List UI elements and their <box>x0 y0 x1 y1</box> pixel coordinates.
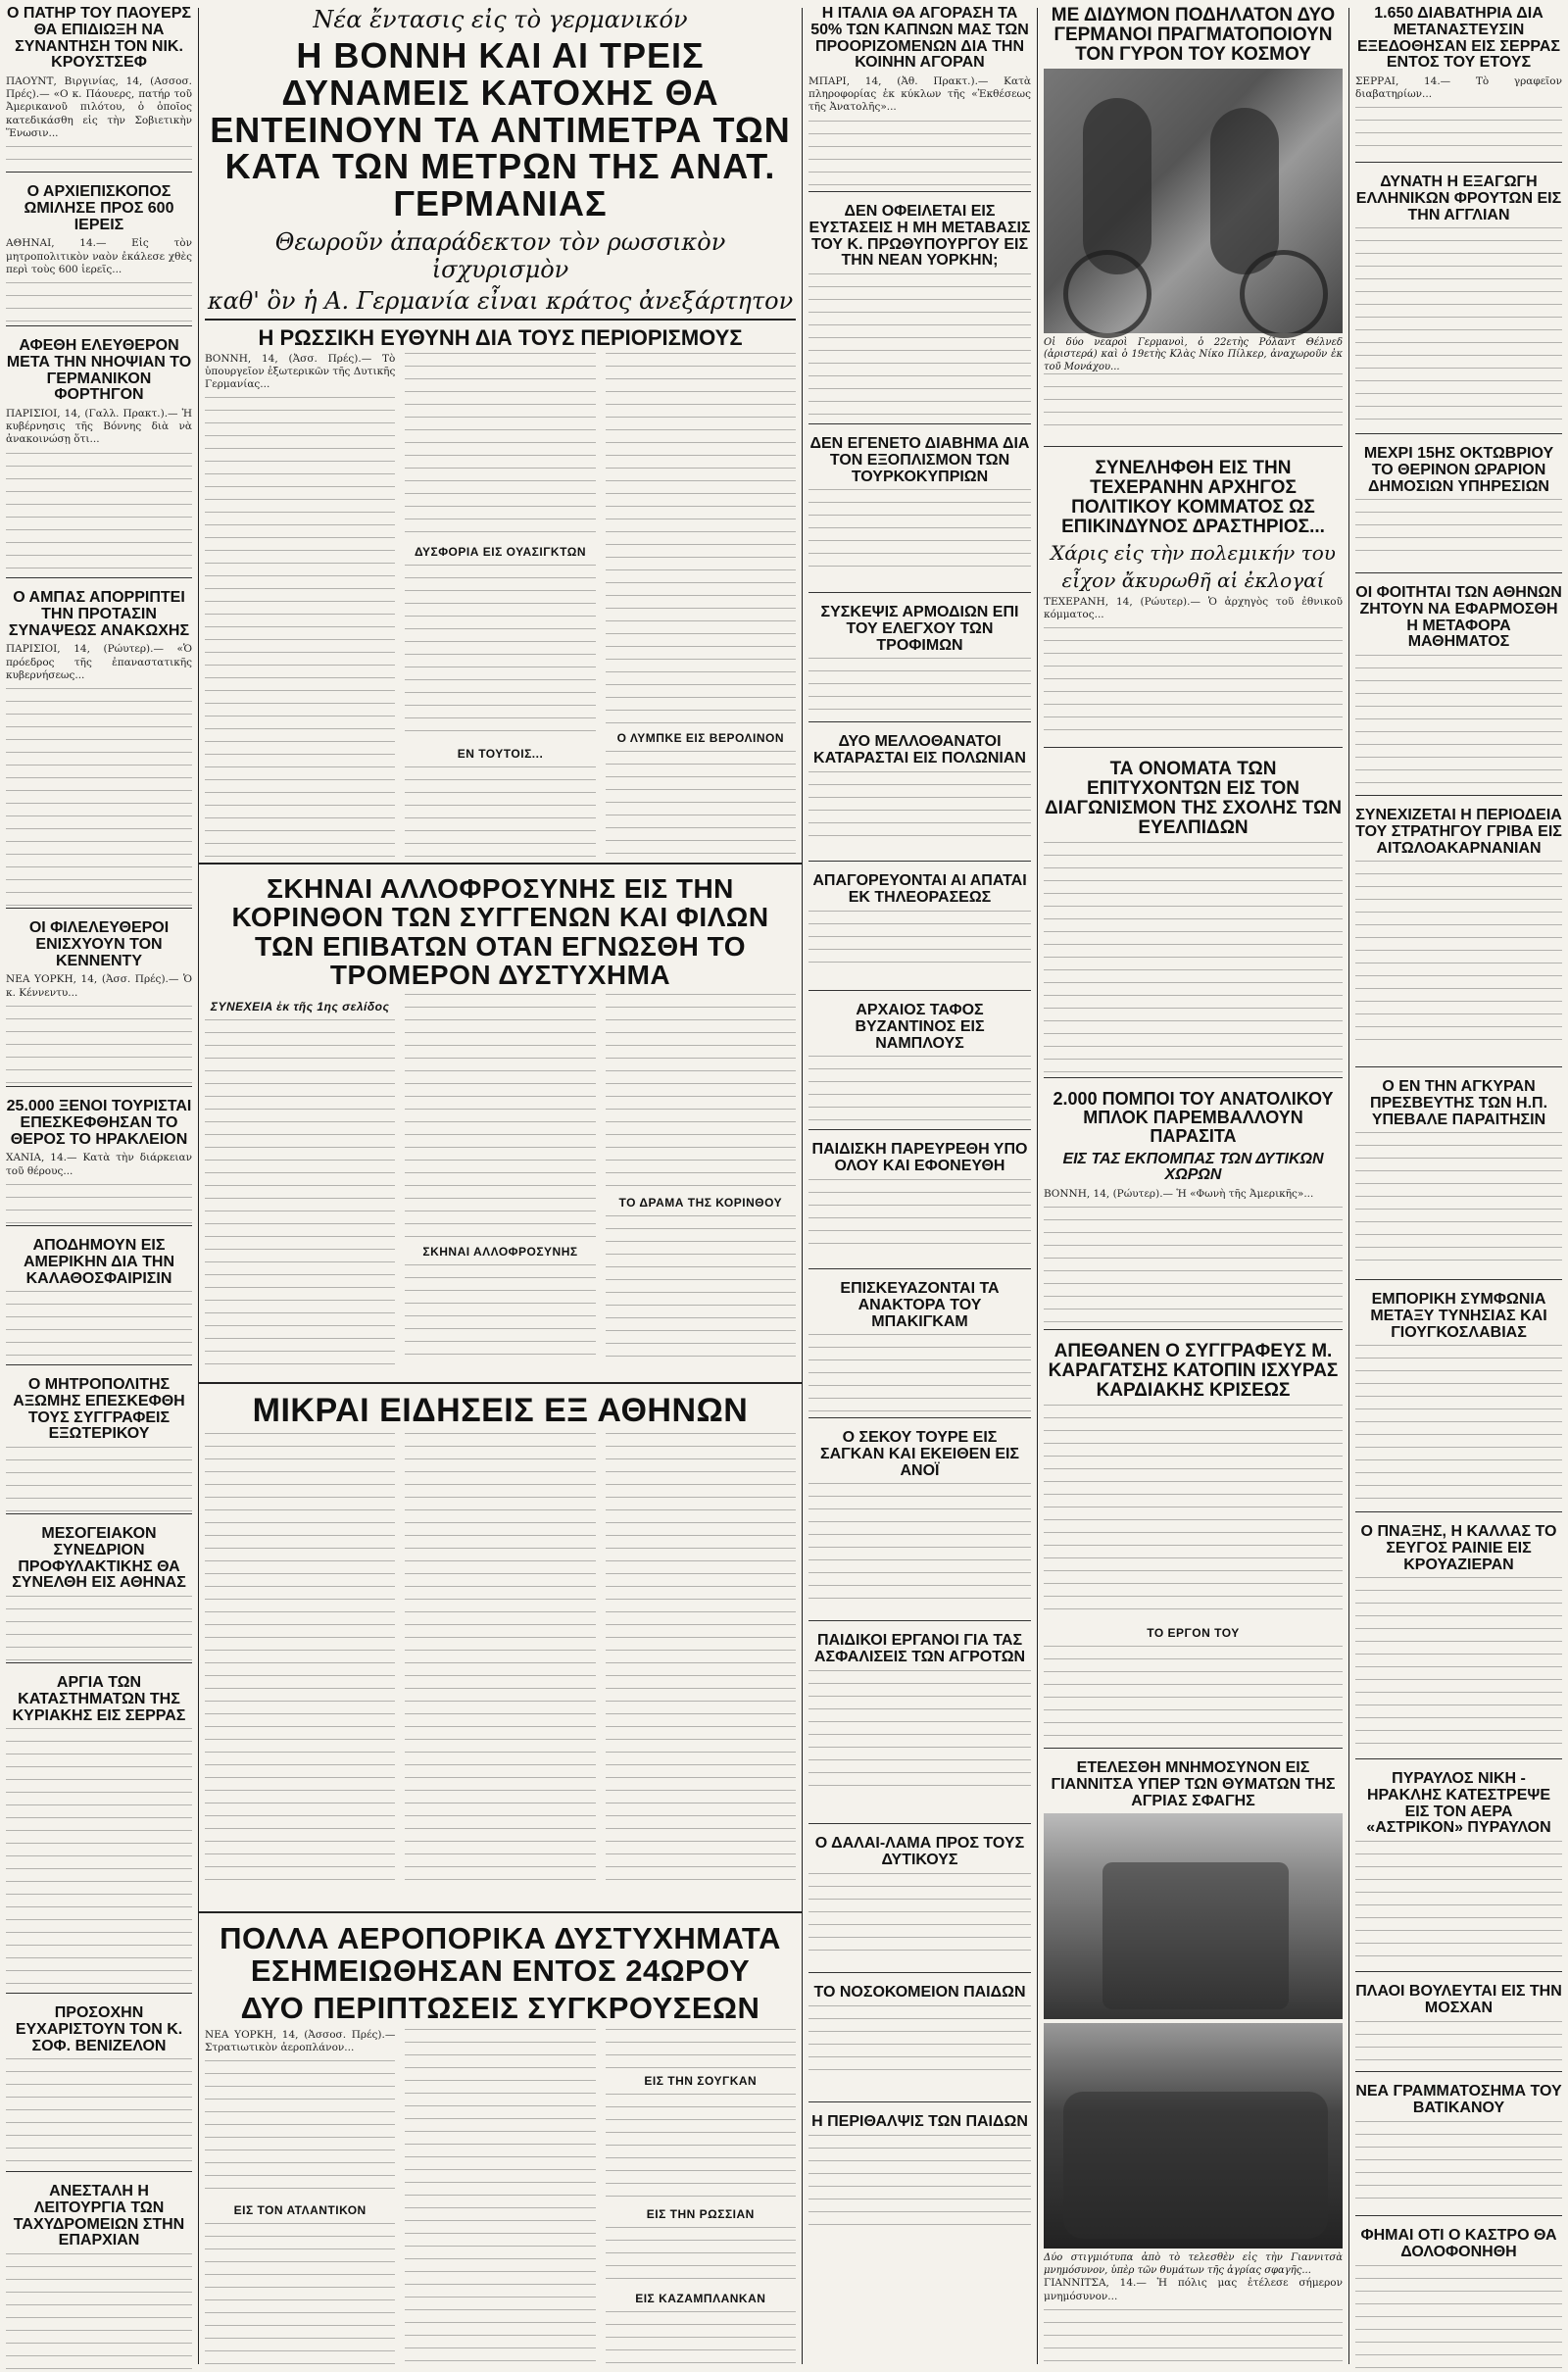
deck-line: καθ' ὃν ἡ Α. Γερμανία εἶναι κράτος ἀνεξάρτητον <box>207 286 794 315</box>
article-body <box>808 489 1031 577</box>
article <box>808 1136 1031 1269</box>
article <box>1355 440 1562 573</box>
dateline: ΤΕΧΕΡΑΝΗ, 14, (Ρώυτερ).— Ὁ ἀρχηγὸς τοῦ ἐθνικοῦ κόμματος... <box>1044 595 1343 620</box>
story-column <box>606 994 796 1366</box>
dateline: ΑΘΗΝΑΙ, 14.— Εἰς τὸν μητροπολιτικὸν ναὸν ἐκάλεσε χθὲς περὶ τοὺς 600 ἱερεῖς... <box>6 237 192 275</box>
article-body <box>808 658 1031 717</box>
article-body <box>1044 1646 1343 1744</box>
headline: 25.000 ΞΕΝΟΙ ΤΟΥΡΙΣΤΑΙ ΕΠΕΣΚΕΦΘΗΣΑΝ ΤΟ ΘΕΡΟΣ ΤΟ ΗΡΑΚΛΕΙΟΝ <box>6 1098 192 1148</box>
article-body <box>808 1056 1031 1124</box>
article-body <box>1355 1132 1562 1269</box>
headline: ΟΙ ΦΟΙΤΗΤΑΙ ΤΩΝ ΑΘΗΝΩΝ ΖΗΤΟΥΝ ΝΑ ΕΦΑΡΜΟΣΘΗ Η ΜΕΤΑΦΟΡΑ ΜΑΘΗΜΑΤΟΣ <box>1355 584 1562 651</box>
headline: ΜΕΧΡΙ 15ΗΣ ΟΚΤΩΒΡΙΟΥ ΤΟ ΘΕΡΙΝΟΝ ΩΡΑΡΙΟΝ ΔΗΜΟΣΙΩΝ ΥΠΗΡΕΣΙΩΝ <box>1363 445 1554 495</box>
dateline: ΒΟΝΝΗ, 14, (Ρώυτερ).— Ἡ «Φωνὴ τῆς Ἀμερικῆς»... <box>1044 1188 1314 1201</box>
article-body <box>1355 1577 1562 1749</box>
story-column <box>205 994 395 1366</box>
headline: ΔΕΝ ΕΓΕΝΕΤΟ ΔΙΑΒΗΜΑ ΔΙΑ ΤΟΝ ΕΞΟΠΛΙΣΜΟΝ ΤΩΝ ΤΟΥΡΚΟΚΥΠΡΙΩΝ <box>809 435 1030 485</box>
article-body <box>1355 2021 1562 2060</box>
article <box>6 1232 192 1365</box>
headline: ΕΙΣ ΤΑΣ ΕΚΠΟΜΠΑΣ ΤΩΝ ΔΥΤΙΚΩΝ ΧΩΡΩΝ <box>1062 1150 1324 1184</box>
article-body <box>808 273 1031 420</box>
dateline: ΝΕΑ ΥΟΡΚΗ, 14, (Ἀσσ. Πρές).— Ὁ κ. Κέννεντυ... <box>6 973 192 999</box>
headline: ΔΥΟ ΠΕΡΙΠΤΩΣΕΙΣ ΣΥΓΚΡΟΥΣΕΩΝ <box>240 1991 760 2026</box>
article <box>1044 0 1343 447</box>
headline: ΤΟ ΝΟΣΟΚΟΜΕΙΟΝ ΠΑΙΔΩΝ <box>813 1984 1026 2001</box>
article-body <box>205 2060 395 2198</box>
story-column <box>205 353 395 863</box>
article-body <box>1355 227 1562 423</box>
article <box>808 198 1031 424</box>
headline: ΑΦΕΘΗ ΕΛΕΥΘΕΡΟΝ ΜΕΤΑ ΤΗΝ ΝΗΟΨΙΑΝ ΤΟ ΓΕΡΜΑΝΙΚΟΝ ΦΟΡΤΗΓΟΝ <box>6 337 192 404</box>
article-body <box>6 282 192 326</box>
main-headline: Η ΒΟΝΝΗ ΚΑΙ ΑΙ ΤΡΕΙΣ ΔΥΝΑΜΕΙΣ ΚΑΤΟΧΗΣ ΘΑ ΕΝΤΕΙΝΟΥΝ ΤΑ ΑΝΤΙΜΕΤΡΑ ΤΩΝ ΚΑΤΑ ΤΩΝ ΜΕΤΡΩΝ ΤΗΣ ΑΝΑΤ. ΓΕΡΜΑΝΙΑΣ <box>210 35 791 224</box>
article-body <box>1044 1207 1343 1330</box>
article <box>6 1093 192 1226</box>
column-photos <box>1038 0 1348 2372</box>
headline: ΣΥΣΚΕΨΙΣ ΑΡΜΟΔΙΩΝ ΕΠΙ ΤΟΥ ΕΛΕΓΧΟΥ ΤΩΝ ΤΡΟΦΙΜΩΝ <box>820 604 1019 654</box>
article-body <box>808 2005 1031 2074</box>
headline: Ο ΑΜΠΑΣ ΑΠΟΡΡΙΠΤΕΙ ΤΗΝ ΠΡΟΤΑΣΙΝ ΣΥΝΑΨΕΩΣ ΑΝΑΚΩΧΗΣ <box>8 589 190 639</box>
article-body <box>808 911 1031 969</box>
headline: ΑΡΧΑΙΟΣ ΤΑΦΟΣ ΒΥΖΑΝΤΙΝΟΣ ΕΙΣ ΝΑΜΠΛΟΥΣ <box>855 1002 985 1052</box>
article <box>6 2178 192 2372</box>
article <box>1355 1765 1562 1972</box>
article-body <box>808 1483 1031 1610</box>
article <box>808 1275 1031 1418</box>
headline: ΠΛΑΟΙ ΒΟΥΛΕΥΤΑΙ ΕΙΣ ΤΗΝ ΜΟΣΧΑΝ <box>1355 1983 1562 2016</box>
article <box>808 867 1031 991</box>
corinth-story <box>199 863 802 1382</box>
article <box>6 178 192 326</box>
article <box>6 584 192 909</box>
article <box>808 599 1031 722</box>
headline: ΟΙ ΦΙΛΕΛΕΥΘΕΡΟΙ ΕΝΙΣΧΥΟΥΝ ΤΟΝ ΚΕΝΝΕΝΤΥ <box>28 919 170 969</box>
main-story <box>199 0 802 863</box>
headline: ΑΝΕΣΤΑΛΗ Η ΛΕΙΤΟΥΡΓΙΑ ΤΩΝ ΤΑΧΥΔΡΟΜΕΙΩΝ ΣΤΗΝ ΕΠΑΡΧΙΑΝ <box>13 2183 185 2249</box>
headline: ΣΥΝΕΛΗΦΘΗ ΕΙΣ ΤΗΝ ΤΕΧΕΡΑΝΗΝ ΑΡΧΗΓΟΣ ΠΟΛΙΤΙΚΟΥ ΚΟΜΜΑΤΟΣ ΩΣ ΕΠΙΚΙΝΔΥΝΟΣ ΔΡΑΣΤΗΡΙΟΣ... <box>1061 458 1325 537</box>
divider <box>205 319 796 321</box>
article-body <box>405 1264 595 1366</box>
story-column <box>205 2029 395 2372</box>
article-body <box>6 2058 192 2166</box>
story-columns <box>205 1433 796 1884</box>
crosshead: ΕΙΣ ΚΑΖΑΜΠΛΑΝΚΑΝ <box>635 2291 766 2305</box>
continuation-note: ΣΥΝΕΧΕΙΑ ἐκ τῆς 1ης σελίδος <box>210 999 390 1013</box>
article-body <box>6 1291 192 1365</box>
article-body <box>405 1433 595 1884</box>
headline: ΕΠΙΣΚΕΥΑΖΟΝΤΑΙ ΤΑ ΑΝΑΚΤΟΡΑ ΤΟΥ ΜΠΑΚΙΓΚΑΜ <box>840 1280 1000 1330</box>
article <box>6 914 192 1087</box>
athens-news <box>199 1382 802 1911</box>
story-column <box>405 2029 595 2372</box>
headline: 1.650 ΔΙΑΒΑΤΗΡΙΑ ΔΙΑ ΜΕΤΑΝΑΣΤΕΥΣΙΝ ΕΞΕΔΟΘΗΣΑΝ ΕΙΣ ΣΕΡΡΑΣ ΕΝΤΟΣ ΤΟΥ ΕΤΟΥΣ <box>1356 5 1561 72</box>
story-columns <box>205 2029 796 2372</box>
headline: 2.000 ΠΟΜΠΟΙ ΤΟΥ ΑΝΑΤΟΛΙΚΟΥ ΜΠΛΟΚ ΠΑΡΕΜΒΑΛΛΟΥΝ ΠΑΡΑΣΙΤΑ <box>1053 1089 1334 1146</box>
article-body <box>405 766 595 863</box>
headline: ΜΕΣΟΓΕΙΑΚΟΝ ΣΥΝΕΔΡΙΟΝ ΠΡΟΦΥΛΑΚΤΙΚΗΣ ΘΑ ΣΥΝΕΛΘΗ ΕΙΣ ΑΘΗΝΑΣ <box>12 1525 186 1592</box>
article <box>1044 754 1343 1078</box>
article <box>808 997 1031 1130</box>
article <box>1355 1518 1562 1759</box>
column-right <box>1349 0 1568 2372</box>
story-column <box>405 353 595 863</box>
column-center-right <box>803 0 1037 2372</box>
dateline: ΧΑΝΙΑ, 14.— Κατὰ τὴν διάρκειαν τοῦ θέρους... <box>6 1152 192 1177</box>
headline: ΠΑΙΔΙΚΟΙ ΕΡΓΑΝΟΙ ΓΙΑ ΤΑΣ ΑΣΦΑΛΙΣΕΙΣ ΤΩΝ ΑΓΡΟΤΩΝ <box>813 1632 1026 1665</box>
headline: Η ΠΕΡΙΘΑΛΨΙΣ ΤΩΝ ΠΑΙΔΩΝ <box>811 2113 1028 2130</box>
headline: Ο ΔΑΛΑΙ-ΛΑΜΑ ΠΡΟΣ ΤΟΥΣ ΔΥΤΙΚΟΥΣ <box>814 1835 1025 1868</box>
article <box>808 1424 1031 1621</box>
headline: Ο ΜΗΤΡΟΠΟΛΙΤΗΣ ΑΞΩΜΗΣ ΕΠΕΣΚΕΦΘΗ ΤΟΥΣ ΣΥΓΓΡΑΦΕΙΣ ΕΞΩΤΕΡΙΚΟΥ <box>13 1376 185 1443</box>
article <box>808 1627 1031 1824</box>
article-body <box>1355 1345 1562 1502</box>
headline: Ο ΑΡΧΙΕΠΙΣΚΟΠΟΣ ΩΜΙΛΗΣΕ ΠΡΟΣ 600 ΙΕΡΕΙΣ <box>24 183 174 233</box>
dateline: ΠΑΡΙΣΙΟΙ, 14, (Ρώυτερ).— «Ὁ πρόεδρος τῆς ἐπαναστατικῆς κυβερνήσεως... <box>6 643 192 681</box>
article <box>1355 1978 1562 2072</box>
article-body <box>6 1447 192 1514</box>
article <box>6 1371 192 1514</box>
plane-crash-story <box>199 1911 802 2372</box>
dateline: ΒΟΝΝΗ, 14, (Ἀσσ. Πρές).— Τὸ ὑπουργεῖον ἐξωτερικῶν τῆς Δυτικῆς Γερμανίας... <box>205 353 396 391</box>
article-body <box>606 994 796 1190</box>
article-body <box>205 1433 395 1884</box>
article-body <box>808 1179 1031 1248</box>
headline: ΔΕΝ ΟΦΕΙΛΕΤΑΙ ΕΙΣ ΕΥΣΤΑΣΕΙΣ Η ΜΗ ΜΕΤΑΒΑΣΙΣ ΤΟΥ Κ. ΠΡΩΘΥΠΟΥΡΓΟΥ ΕΙΣ ΤΗΝ ΝΕΑΝ ΥΟΡΚΗΝ; <box>808 203 1031 270</box>
article <box>1044 1336 1343 1749</box>
article-body <box>606 1433 796 1884</box>
article-body <box>606 1215 796 1366</box>
article <box>808 0 1031 192</box>
article-body <box>606 2227 796 2286</box>
article-body <box>606 2029 796 2068</box>
headline: ΠΡΟΣΟΧΗΝ ΕΥΧΑΡΙΣΤΟΥΝ ΤΟΝ Κ. ΣΟΦ. ΒΕΝΙΖΕΛΟΝ <box>15 2004 183 2054</box>
headline: Ο ΠΝΑΞΗΣ, Η ΚΑΛΛΑΣ ΤΟ ΣΕΥΓΟΣ ΡΑΙΝΙΕ ΕΙΣ ΚΡΟΥΑΖΙΕΡΑΝ <box>1360 1523 1557 1573</box>
story-columns <box>205 353 796 863</box>
headline: ΤΑ ΟΝΟΜΑΤΑ ΤΩΝ ΕΠΙΤΥΧΟΝΤΩΝ ΕΙΣ ΤΟΝ ΔΙΑΓΩΝΙΣΜΟΝ ΤΗΣ ΣΧΟΛΗΣ ΤΩΝ ΕΥΕΛΠΙΔΩΝ <box>1045 759 1342 838</box>
article-body <box>405 565 595 741</box>
article <box>6 1520 192 1663</box>
deck-line: Χάρις εἰς τὴν πολεμικήν του <box>1051 540 1336 565</box>
article-body <box>808 1334 1031 1412</box>
article-body <box>1355 1841 1562 1968</box>
article-body <box>6 688 192 909</box>
article-body <box>606 2311 796 2372</box>
article-body <box>808 1873 1031 1952</box>
article-body <box>808 121 1031 189</box>
headline: ΔΥΝΑΤΗ Η ΕΞΑΓΩΓΗ ΕΛΛΗΝΙΚΩΝ ΦΡΟΥΤΩΝ ΕΙΣ ΤΗΝ ΑΓΓΛΙΑΝ <box>1355 173 1562 223</box>
headline: ΣΥΝΕΧΙΖΕΤΑΙ Η ΠΕΡΙΟΔΕΙΑ ΤΟΥ ΣΤΡΑΤΗΓΟΥ ΓΡΙΒΑ ΕΙΣ ΑΙΤΩΛΟΑΚΑΡΝΑΝΙΑΝ <box>1355 807 1562 857</box>
bicycle-photo <box>1044 69 1343 333</box>
deck-line: εἶχον ἄκυρωθῆ αἱ ἐκλογαί <box>1061 568 1325 592</box>
column-left <box>0 0 198 2372</box>
article <box>1355 802 1562 1067</box>
article-body <box>1355 2121 1562 2199</box>
article-body <box>606 751 796 863</box>
crosshead: ΣΚΗΝΑΙ ΑΛΛΟΦΡΟΣΥΝΗΣ <box>422 1244 578 1259</box>
dateline: ΝΕΑ ΥΟΡΚΗ, 14, (Ἀσσοσ. Πρές).— Στρατιωτικὸν ἀεροπλάνον... <box>205 2028 396 2053</box>
article-body <box>6 1006 192 1087</box>
article <box>1044 1754 1343 2372</box>
crosshead: ΕΙΣ ΤΟΝ ΑΤΛΑΝΤΙΚΟΝ <box>233 2202 367 2217</box>
article-body <box>205 1019 395 1366</box>
article-body <box>6 1596 192 1663</box>
article <box>1355 0 1562 163</box>
article-body <box>6 146 192 173</box>
article-body <box>405 2029 595 2372</box>
article-body <box>1355 655 1562 792</box>
article-body <box>808 771 1031 840</box>
article-body <box>6 453 192 578</box>
article <box>1355 169 1562 434</box>
crosshead: ΕΙΣ ΤΗΝ ΡΩΣΣΙΑΝ <box>646 2206 755 2221</box>
crosshead: ΤΟ ΕΡΓΟΝ ΤΟΥ <box>1147 1625 1240 1640</box>
kicker: Νέα ἔντασις εἰς τὸ γερμανικόν <box>313 6 688 33</box>
dateline: ΠΑΡΙΣΙΟΙ, 14, (Γαλλ. Πρακτ.).— Ἡ κυβέρνησις τῆς Βόννης διὰ νὰ ἀνακοινώσῃ ὅτι... <box>6 408 192 446</box>
crosshead: ΔΥΣΦΟΡΙΑ ΕΙΣ ΟΥΑΣΙΓΚΤΩΝ <box>414 545 586 560</box>
headline: ΠΥΡΑΥΛΟΣ ΝΙΚΗ - ΗΡΑΚΛΗΣ ΚΑΤΕΣΤΡΕΨΕ ΕΙΣ ΤΟΝ ΑΕΡΑ «ΑΣΤΡΙΚΟΝ» ΠΥΡΑΥΛΟΝ <box>1366 1770 1551 1837</box>
article <box>6 332 192 578</box>
photo-caption: Οἱ δύο νεαροὶ Γερμανοὶ, ὁ 22ετὴς Ρόλαντ Θέλνεδ (ἀριστερά) καὶ ὁ 19ετὴς Κλὰς Νίκο Πίλκερ, ἀναχωροῦν ἐκ τοῦ Μονάχου... <box>1044 336 1343 372</box>
photo-caption: Δύο στιγμιότυπα ἀπὸ τὸ τελεσθὲν εἰς τὴν Γιαννιτσὰ μνημόσυνον, ὑπὲρ τῶν θυμάτων τῆς ἀγρίας σφαγῆς... <box>1044 2252 1343 2276</box>
headline: Ο ΕΝ ΤΗΝ ΑΓΚΥΡΑΝ ΠΡΕΣΒΕΥΤΗΣ ΤΩΝ Η.Π. ΥΠΕΒΑΛΕ ΠΑΡΑΙΤΗΣΙΝ <box>1369 1078 1548 1128</box>
article-body <box>6 1184 192 1223</box>
headline: ΑΠΑΓΟΡΕΥΟΝΤΑΙ ΑΙ ΑΠΑΤΑΙ ΕΚ ΤΗΛΕΟΡΑΣΕΩΣ <box>812 872 1027 906</box>
headline: Ο ΣΕΚΟΥ ΤΟΥΡΕ ΕΙΣ ΣΑΓΚΑΝ ΚΑΙ ΕΚΕΙΘΕΝ ΕΙΣ ΑΝΟΪ <box>819 1429 1020 1479</box>
crosshead: ΕΝ ΤΟΥΤΟΙΣ... <box>457 747 544 762</box>
memorial-photo <box>1044 1813 1343 2019</box>
article-body <box>1355 107 1562 156</box>
article-body <box>205 397 395 863</box>
headline: ΕΜΠΟΡΙΚΗ ΣΥΜΦΩΝΙΑ ΜΕΤΑΞΥ ΤΥΝΗΣΙΑΣ ΚΑΙ ΓΙΟΥΓΚΟΣΛΑΒΙΑΣ <box>1370 1291 1547 1341</box>
headline: ΠΟΛΛΑ ΑΕΡΟΠΟΡΙΚΑ ΔΥΣΤΥΧΗΜΑΤΑ ΕΣΗΜΕΙΩΘΗΣΑΝ ΕΝΤΟΣ 24ΩΡΟΥ <box>220 1921 781 1988</box>
memorial-crowd-photo <box>1044 2023 1343 2248</box>
article <box>808 430 1031 593</box>
headline: ΦΗΜΑΙ ΟΤΙ Ο ΚΑΣΤΡΟ ΘΑ ΔΟΛΟΦΟΝΗΘΗ <box>1360 2227 1557 2260</box>
headline: ΠΑΙΔΙΣΚΗ ΠΑΡΕΥΡΕΘΗ ΥΠΟ ΟΛΟΥ ΚΑΙ ΕΦΟΝΕΥΘΗ <box>811 1141 1028 1174</box>
article-body <box>1355 861 1562 1047</box>
article-body <box>405 994 595 1239</box>
article-body <box>1044 627 1343 735</box>
dateline: ΠΑΟΥΝΤ, Βιργινίας, 14, (Ασσοσ. Πρές).— «Ο κ. Πάουερς, πατήρ τοῦ Ἀμερικανοῦ πιλότου, ὁ ὁποῖος κατεδικάσθη εἰς τὴν Σοβιετικὴν Ἕνωσιν... <box>6 75 192 139</box>
section-headline: Η ΡΩΣΣΙΚΗ ΕΥΘΥΝΗ ΔΙΑ ΤΟΥΣ ΠΕΡΙΟΡΙΣΜΟΥΣ <box>258 324 743 350</box>
article <box>808 1979 1031 2102</box>
article <box>808 1830 1031 1973</box>
article-body <box>405 353 595 539</box>
article-body <box>1044 1405 1343 1620</box>
story-column <box>606 2029 796 2372</box>
crosshead: ΤΟ ΔΡΑΜΑ ΤΗΣ ΚΟΡΙΝΘΟΥ <box>618 1195 783 1210</box>
dateline: ΓΙΑΝΝΙΤΣΑ, 14.— Ἡ πόλις μας ἐτέλεσε σήμερον μνημόσυνον... <box>1044 2277 1343 2302</box>
headline: ΕΤΕΛΕΣΘΗ ΜΝΗΜΟΣΥΝΟΝ ΕΙΣ ΓΙΑΝΝΙΤΣΑ ΥΠΕΡ ΤΩΝ ΘΥΜΑΤΩΝ ΤΗΣ ΑΓΡΙΑΣ ΣΦΑΓΗΣ <box>1051 1759 1336 1809</box>
headline: ΜΙΚΡΑΙ ΕΙΔΗΣΕΙΣ ΕΞ ΑΘΗΝΩΝ <box>252 1392 749 1429</box>
headline: ΑΠΕΘΑΝΕΝ Ο ΣΥΓΓΡΑΦΕΥΣ Μ. ΚΑΡΑΓΑΤΣΗΣ ΚΑΤΟΠΙΝ ΙΣΧΥΡΑΣ ΚΑΡΔΙΑΚΗΣ ΚΡΙΣΕΩΣ <box>1048 1341 1339 1401</box>
article-body <box>1044 2309 1343 2372</box>
article <box>6 0 192 173</box>
article-body <box>1044 842 1343 1077</box>
story-columns <box>205 994 796 1366</box>
article <box>1355 2078 1562 2216</box>
headline: ΣΚΗΝΑΙ ΑΛΛΟΦΡΟΣΥΝΗΣ ΕΙΣ ΤΗΝ ΚΟΡΙΝΘΟΝ ΤΩΝ ΣΥΓΓΕΝΩΝ ΚΑΙ ΦΙΛΩΝ ΤΩΝ ΕΠΙΒΑΤΩΝ ΟΤΑΝ ΕΓΝΩΣΘΗ ΤΟ ΤΡΟΜΕΡΟΝ ΔΥΣΤΥΧΗΜΑ <box>231 873 769 991</box>
article-body <box>6 2253 192 2372</box>
headline: ΑΡΓΙΑ ΤΩΝ ΚΑΤΑΣΤΗΜΑΤΩΝ ΤΗΣ ΚΥΡΙΑΚΗΣ ΕΙΣ ΣΕΡΡΑΣ <box>12 1674 186 1724</box>
article-body <box>808 1670 1031 1798</box>
article <box>1355 579 1562 796</box>
article-body <box>1044 373 1343 432</box>
article <box>1355 1286 1562 1512</box>
article-body <box>808 2135 1031 2233</box>
headline: ΑΠΟΔΗΜΟΥΝ ΕΙΣ ΑΜΕΡΙΚΗΝ ΔΙΑ ΤΗΝ ΚΑΛΑΘΟΣΦΑΙΡΙΣΙΝ <box>23 1237 174 1287</box>
article-body <box>205 2223 395 2372</box>
article <box>808 2108 1031 2255</box>
crosshead: Ο ΛΥΜΠΚΕ ΕΙΣ ΒΕΡΟΛΙΝΟΝ <box>616 731 784 746</box>
article-body <box>606 353 796 725</box>
story-column <box>405 994 595 1366</box>
article <box>1044 1084 1343 1330</box>
article-body <box>1355 2265 1562 2372</box>
headline: ΝΕΑ ΓΡΑΜΜΑΤΟΣΗΜΑ ΤΟΥ ΒΑΤΙΚΑΝΟΥ <box>1355 2083 1562 2116</box>
headline: Η ΙΤΑΛΙΑ ΘΑ ΑΓΟΡΑΣΗ ΤΑ 50% ΤΩΝ ΚΑΠΝΩΝ ΜΑΣ ΤΩΝ ΠΡΟΟΡΙΖΟΜΕΝΩΝ ΔΙΑ ΤΗΝ ΚΟΙΝΗΝ ΑΓΟΡΑΝ <box>810 5 1029 72</box>
article <box>6 2000 192 2172</box>
article <box>1044 453 1343 748</box>
article-body <box>606 2094 796 2201</box>
article <box>6 1669 192 1994</box>
dateline: ΜΠΑΡΙ, 14, (Ἀθ. Πρακτ.).— Κατὰ πληροφορίας ἐκ κύκλων τῆς «Ἐκθέσεως τῆς Ἀνατολῆς»... <box>808 75 1031 114</box>
article-body <box>6 1728 192 1993</box>
article <box>1355 2222 1562 2372</box>
headline: ΜΕ ΔΙΔΥΜΟΝ ΠΟΔΗΛΑΤΟΝ ΔΥΟ ΓΕΡΜΑΝΟΙ ΠΡΑΓΜΑΤΟΠΟΙΟΥΝ ΤΟΝ ΓΥΡΟΝ ΤΟΥ ΚΟΣΜΟΥ <box>1051 5 1336 65</box>
dateline: ΣΕΡΡΑΙ, 14.— Τὸ γραφεῖον διαβατηρίων... <box>1355 75 1562 101</box>
headline: ΔΥΟ ΜΕΛΛΟΘΑΝΑΤΟΙ ΚΑΤΑΡΑΣΤΑΙ ΕΙΣ ΠΟΛΩΝΙΑΝ <box>813 733 1026 766</box>
article <box>1355 1073 1562 1280</box>
article-body <box>1355 499 1562 558</box>
story-column <box>606 353 796 863</box>
deck-line: Θεωροῦν ἀπαράδεκτον τὸν ρωσσικὸν ἰσχυρισμὸν <box>274 227 726 283</box>
headline: Ο ΠΑΤΗΡ ΤΟΥ ΠΑΟΥΕΡΣ ΘΑ ΕΠΙΔΙΩΞΗ ΝΑ ΣΥΝΑΝΤΗΣΗ ΤΟΝ ΝΙΚ. ΚΡΟΥΣΤΣΕΦ <box>6 5 191 72</box>
crosshead: ΕΙΣ ΤΗΝ ΣΟΥΓΚΑΝ <box>644 2073 758 2088</box>
article <box>808 728 1031 862</box>
